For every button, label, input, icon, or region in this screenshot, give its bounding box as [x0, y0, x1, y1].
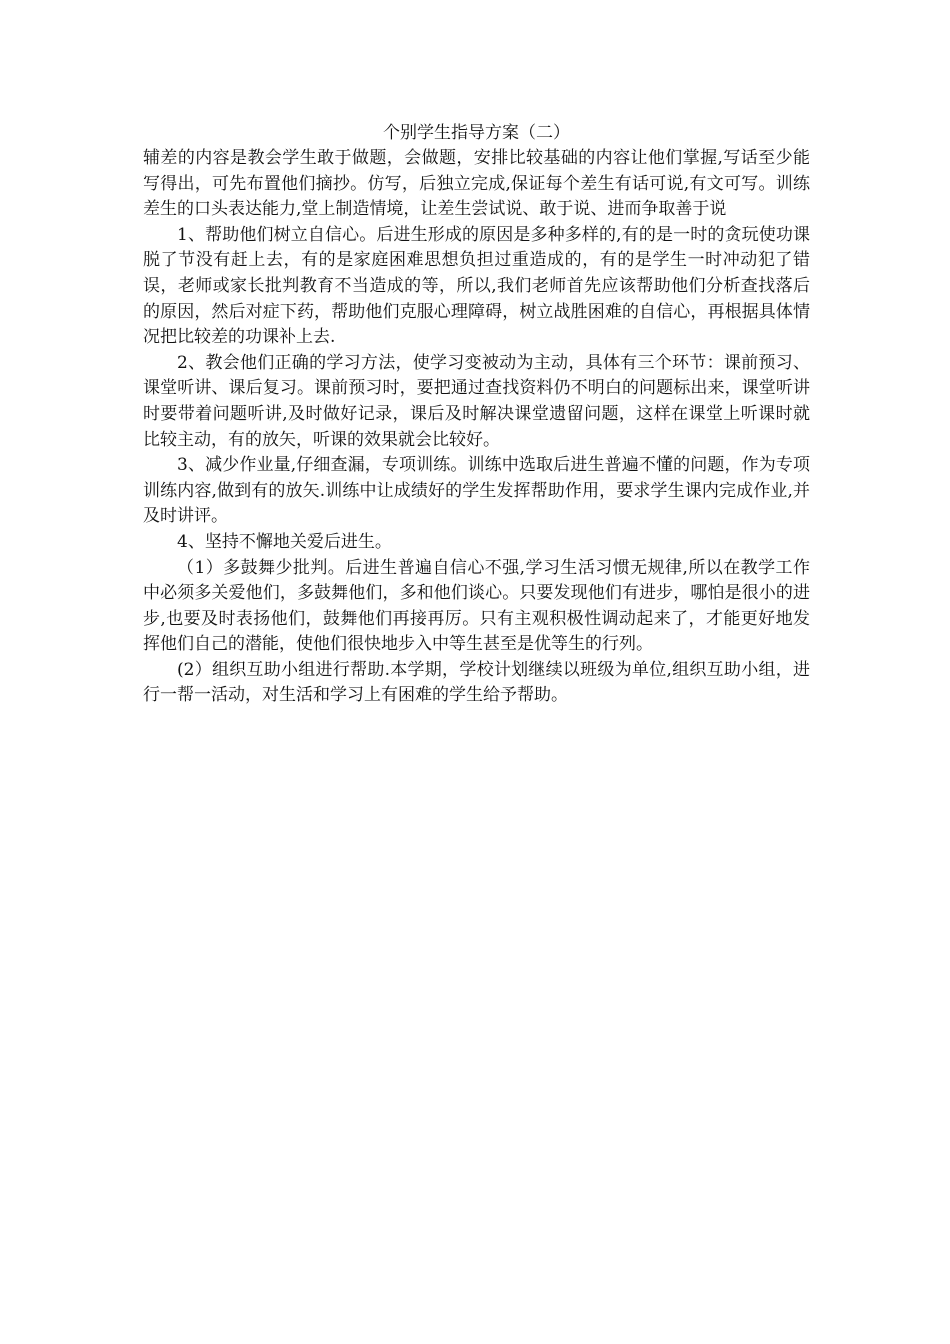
paragraph-3: 3、减少作业量,仔细查漏，专项训练。训练中选取后进生普遍不懂的问题，作为专项训练内容,做到有的放矢.训练中让成绩好的学生发挥帮助作用，要求学生课内完成作业,并及时讲评。 [143, 455, 810, 527]
paragraph-2: 2、教会他们正确的学习方法，使学习变被动为主动，具体有三个环节：课前预习、课堂听讲、课后复习。课前预习时，要把通过查找资料仍不明白的问题标出来，课堂听讲时要带着问题听讲,及时做好记录，课后及时解决课堂遗留问题，这样在课堂上听课时就比较主动，有的放矢，听课的效果就会比较好。 [143, 352, 810, 450]
paragraph-4-1: （1）多鼓舞少批判。后进生普遍自信心不强,学习生活习惯无规律,所以在教学工作中必须多关爱他们，多鼓舞他们，多和他们谈心。只要发现他们有进步，哪怕是很小的进步,也要及时表扬他们，鼓舞他们再接再厉。只有主观积极性调动起来了，才能更好地发挥他们自己的潜能，使他们很快地步入中等生甚至是优等生的行列。 [143, 557, 810, 655]
document-title: 个别学生指导方案（二） [383, 123, 570, 143]
paragraph-4-2: (2）组织互助小组进行帮助.本学期，学校计划继续以班级为单位,组织互助小组，进行一帮一活动，对生活和学习上有困难的学生给予帮助。 [143, 659, 810, 706]
document-page [143, 120, 810, 709]
paragraph-4: 4、坚持不懈地关爱后进生。 [177, 531, 392, 552]
paragraph-intro: 辅差的内容是教会学生敢于做题，会做题，安排比较基础的内容让他们掌握,写话至少能写得出，可先布置他们摘抄。仿写，后独立完成,保证每个差生有话可说,有文可写。训练差生的口头表达能力,堂上制造情境，让差生尝试说、敢于说、进而争取善于说 [143, 148, 810, 220]
paragraph-1: 1、帮助他们树立自信心。后进生形成的原因是多种多样的,有的是一时的贪玩使功课脱了节没有赶上去，有的是家庭困难思想负担过重造成的，有的是学生一时冲动犯了错误，老师或家长批判教育不当造成的等，所以,我们老师首先应该帮助他们分析查找落后的原因，然后对症下药，帮助他们克服心理障碍，树立战胜困难的自信心，再根据具体情况把比较差的功课补上去. [143, 224, 810, 348]
